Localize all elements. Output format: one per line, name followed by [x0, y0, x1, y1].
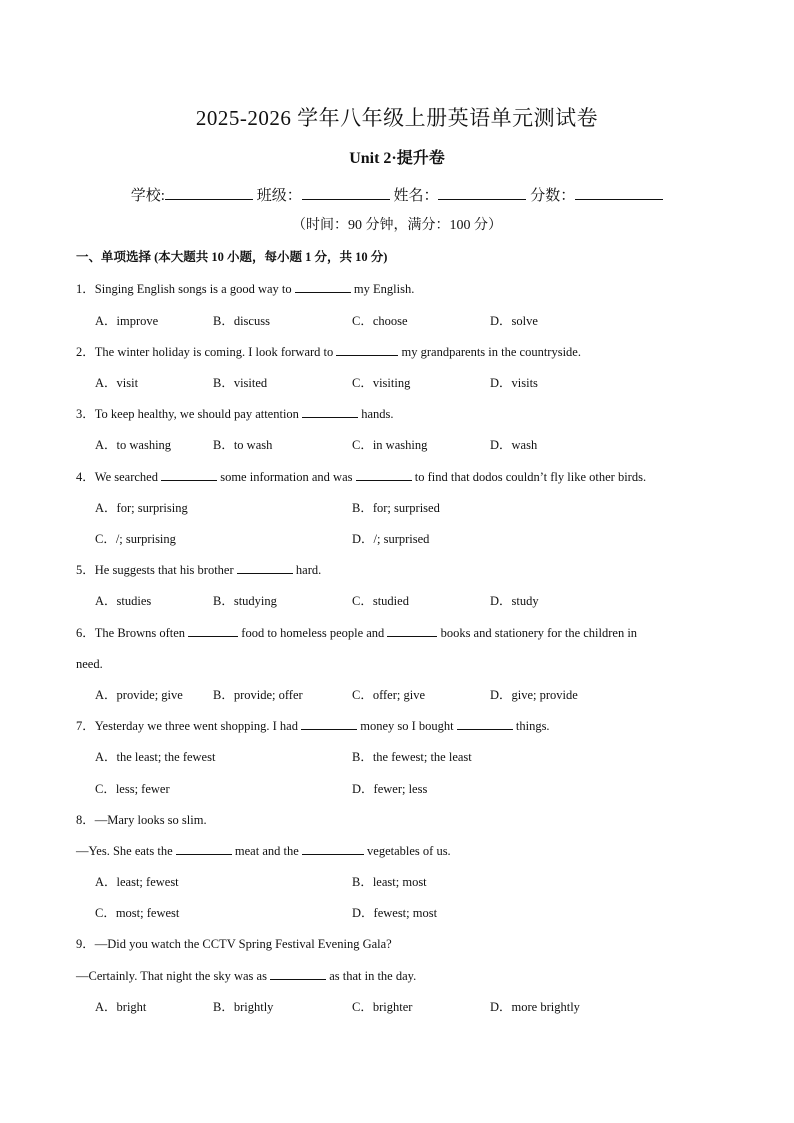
- option-c[interactable]: C．/; surprising: [95, 532, 176, 546]
- question-number: 3．: [76, 407, 95, 421]
- question-number: 2．: [76, 345, 95, 359]
- question-number: 9．: [76, 937, 95, 951]
- class-blank[interactable]: [302, 184, 390, 200]
- answer-blank: [176, 841, 232, 855]
- option-d[interactable]: D．visits: [490, 376, 538, 390]
- question-number: 4．: [76, 470, 95, 484]
- question-text: hands.: [358, 407, 394, 421]
- option-d[interactable]: D．fewer; less: [352, 782, 428, 796]
- question-number: 7．: [76, 719, 95, 733]
- option-c[interactable]: C．choose: [352, 314, 408, 328]
- option-a[interactable]: A．studies: [95, 594, 152, 608]
- question-7: [76, 716, 550, 736]
- option-c[interactable]: C．studied: [352, 594, 409, 608]
- option-c[interactable]: C．visiting: [352, 376, 411, 390]
- question-text: food to homeless people and: [238, 626, 388, 640]
- option-b[interactable]: B．discuss: [213, 314, 270, 328]
- option-a[interactable]: A．visit: [95, 376, 139, 390]
- option-b[interactable]: B．studying: [213, 594, 277, 608]
- question-text: Yesterday we three went shopping. I had: [94, 719, 302, 733]
- option-c[interactable]: C．most; fewest: [95, 906, 180, 920]
- answer-blank: [270, 966, 326, 980]
- option-b[interactable]: B．least; most: [352, 875, 427, 889]
- question-text: We searched: [94, 470, 162, 484]
- option-d[interactable]: D．more brightly: [490, 1000, 580, 1014]
- question-text: hard.: [292, 563, 322, 577]
- answer-blank: [188, 623, 238, 637]
- option-d[interactable]: D．give; provide: [490, 688, 578, 702]
- answer-blank: [302, 404, 358, 418]
- name-label: 姓名：: [393, 188, 439, 204]
- question-text: He suggests that his brother: [94, 563, 237, 577]
- answer-blank: [387, 623, 437, 637]
- score-blank[interactable]: [575, 184, 663, 200]
- school-label: 学校:: [130, 188, 165, 204]
- option-b[interactable]: B．for; surprised: [352, 501, 440, 515]
- question-9-reply: [76, 966, 416, 986]
- question-text: —Yes. She eats the: [76, 844, 176, 858]
- option-a[interactable]: A．least; fewest: [95, 875, 179, 889]
- question-number: 8．: [76, 813, 95, 827]
- option-b[interactable]: B．to wash: [213, 438, 273, 452]
- question-text: To keep healthy, we should pay attention: [94, 407, 303, 421]
- question-text: books and stationery for the children in: [437, 626, 638, 640]
- school-blank[interactable]: [165, 184, 253, 200]
- exam-subtitle: Unit 2·提升卷: [349, 150, 445, 167]
- question-9: [76, 934, 392, 954]
- time-note: （时间：90 分钟，满分：100 分）: [292, 218, 502, 233]
- option-d[interactable]: D．/; surprised: [352, 532, 430, 546]
- question-text: meat and the: [231, 844, 302, 858]
- question-number: 1．: [76, 282, 95, 296]
- answer-blank: [237, 560, 293, 574]
- question-number: 5．: [76, 563, 95, 577]
- question-6-continuation: need.: [76, 657, 103, 671]
- option-b[interactable]: B．provide; offer: [213, 688, 303, 702]
- option-b[interactable]: B．the fewest; the least: [352, 750, 472, 764]
- question-text: —Mary looks so slim.: [94, 813, 207, 827]
- question-8: [76, 810, 207, 830]
- name-blank[interactable]: [438, 184, 526, 200]
- option-d[interactable]: D．wash: [490, 438, 538, 452]
- answer-blank: [302, 841, 364, 855]
- question-text: The Browns often: [94, 626, 189, 640]
- option-c[interactable]: C．offer; give: [352, 688, 426, 702]
- answer-blank: [336, 342, 398, 356]
- option-c[interactable]: C．brighter: [352, 1000, 413, 1014]
- question-text: The winter holiday is coming. I look forward to: [94, 345, 337, 359]
- option-a[interactable]: A．provide; give: [95, 688, 183, 702]
- question-1: [76, 279, 414, 299]
- option-a[interactable]: A．to washing: [95, 438, 172, 452]
- question-number: 6．: [76, 626, 95, 640]
- question-text: things.: [512, 719, 550, 733]
- question-text: my grandparents in the countryside.: [398, 345, 581, 359]
- question-text: —Did you watch the CCTV Spring Festival Evening Gala?: [94, 937, 392, 951]
- option-b[interactable]: B．visited: [213, 376, 268, 390]
- question-text: my English.: [350, 282, 415, 296]
- question-text: money so I bought: [357, 719, 457, 733]
- section-heading: 一、单项选择 (本大题共 10 小题，每小题 1 分，共 10 分): [76, 250, 388, 264]
- score-label: 分数：: [530, 188, 576, 204]
- question-2: [76, 342, 581, 362]
- question-4: [76, 467, 646, 487]
- question-text: Singing English songs is a good way to: [94, 282, 295, 296]
- exam-title: 2025-2026 学年八年级上册英语单元测试卷: [195, 106, 599, 130]
- question-text: as that in the day.: [326, 969, 417, 983]
- student-info-row: [0, 184, 794, 208]
- answer-blank: [295, 279, 351, 293]
- option-c[interactable]: C．less; fewer: [95, 782, 170, 796]
- option-b[interactable]: B．brightly: [213, 1000, 274, 1014]
- question-text: to find that dodos couldn’t fly like other birds.: [411, 470, 647, 484]
- option-a[interactable]: A．bright: [95, 1000, 147, 1014]
- answer-blank: [457, 716, 513, 730]
- option-a[interactable]: A．improve: [95, 314, 159, 328]
- option-a[interactable]: A．the least; the fewest: [95, 750, 216, 764]
- question-5: [76, 560, 321, 580]
- answer-blank: [301, 716, 357, 730]
- option-d[interactable]: D．study: [490, 594, 539, 608]
- option-c[interactable]: C．in washing: [352, 438, 428, 452]
- question-text: vegetables of us.: [363, 844, 451, 858]
- question-3: [76, 404, 393, 424]
- question-text: —Certainly. That night the sky was as: [76, 969, 271, 983]
- option-a[interactable]: A．for; surprising: [95, 501, 188, 515]
- answer-blank: [356, 467, 412, 481]
- answer-blank: [161, 467, 217, 481]
- class-label: 班级：: [256, 188, 302, 204]
- question-text: some information and was: [217, 470, 356, 484]
- option-d[interactable]: D．fewest; most: [352, 906, 438, 920]
- question-6: [76, 623, 637, 643]
- question-8-reply: [76, 841, 451, 861]
- option-d[interactable]: D．solve: [490, 314, 538, 328]
